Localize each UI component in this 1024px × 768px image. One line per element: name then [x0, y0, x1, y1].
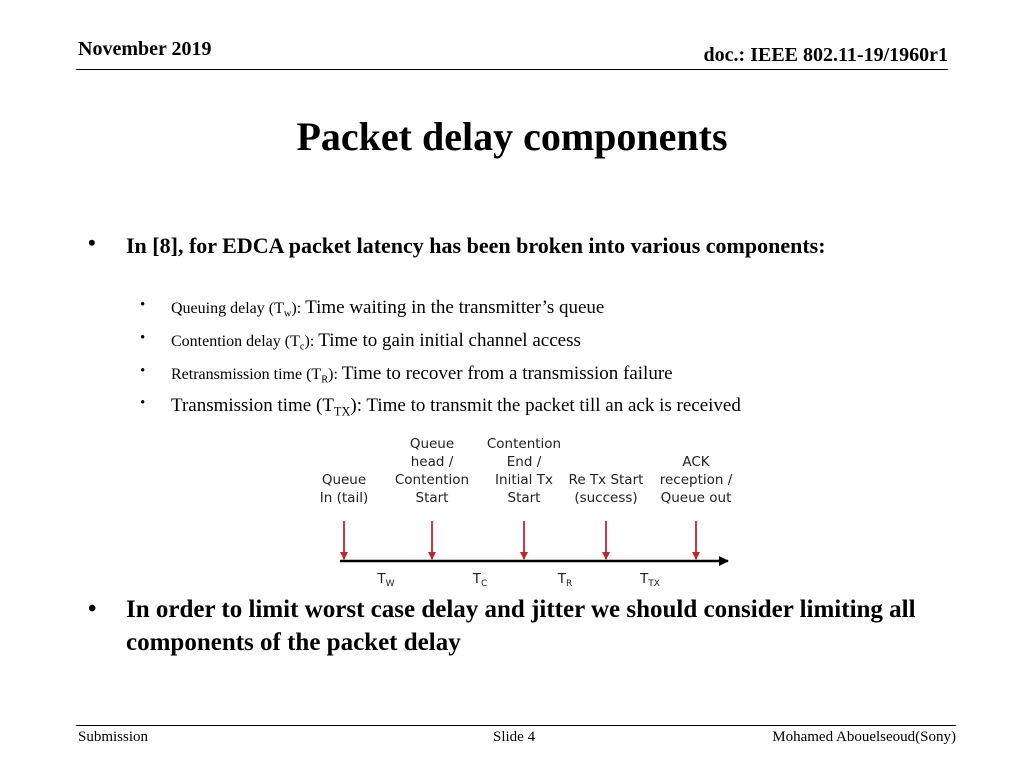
segment-label: $T_C$ [472, 571, 488, 589]
segment-label: $T_{TX}$ [640, 571, 660, 589]
footer-slide-number: Slide 4 [493, 729, 536, 745]
sub-bullet-marker: • [140, 330, 146, 346]
sub-bullet-marker: • [140, 297, 146, 313]
event-label: ACK reception / Queue out [659, 454, 733, 506]
footer-divider [76, 725, 956, 726]
segment-label: $T_R$ [557, 571, 573, 589]
bullet-marker: • [88, 230, 96, 255]
event-label: Queue head / Contention Start [394, 436, 470, 506]
sub-item-desc: Time to recover from a transmission failure [341, 363, 673, 384]
delay-timeline-diagram [300, 436, 770, 596]
header-doc-id: doc.: IEEE 802.11-19/1960r1 [703, 44, 948, 66]
footer-left: Submission [78, 729, 149, 745]
sub-item-label: Retransmission time $(T_R)$: [171, 366, 342, 386]
sub-item-contention-delay [171, 330, 581, 353]
bullet-text-2: In order to limit worst case delay and jitter we should consider limiting all components of the packet delay [126, 596, 916, 656]
sub-item-label: Contention delay $(T_c)$: [171, 333, 319, 353]
bullet-text-1: In [8], for EDCA packet latency has been broken into various components: [126, 233, 826, 258]
bullet-marker: • [88, 596, 97, 622]
sub-item-transmission-time [171, 395, 741, 419]
event-label: Queue In (tail) [319, 472, 369, 506]
sub-item-desc: Time waiting in the transmitter’s queue [305, 297, 605, 318]
sub-item-queuing-delay [171, 297, 604, 320]
segment-label: $T_W$ [377, 571, 395, 589]
sub-item-label: Queuing delay $(T_w)$: [171, 300, 306, 320]
event-label: Re Tx Start (success) [568, 472, 644, 506]
sub-item-label: Transmission time $(T_{TX})$: [171, 395, 367, 419]
sub-bullet-marker: • [140, 363, 146, 379]
header-date: November 2019 [78, 38, 212, 60]
sub-bullet-marker: • [140, 395, 146, 411]
slide-title: Packet delay components [296, 114, 728, 159]
sub-item-retransmission-time [171, 363, 673, 386]
header-divider [76, 69, 948, 70]
sub-item-desc: Time to gain initial channel access [318, 330, 581, 351]
event-label: Contention End / Initial Tx Start [486, 436, 562, 506]
footer-author: Mohamed Abouelseoud(Sony) [772, 729, 956, 745]
sub-item-desc: Time to transmit the packet till an ack is received [366, 395, 741, 416]
